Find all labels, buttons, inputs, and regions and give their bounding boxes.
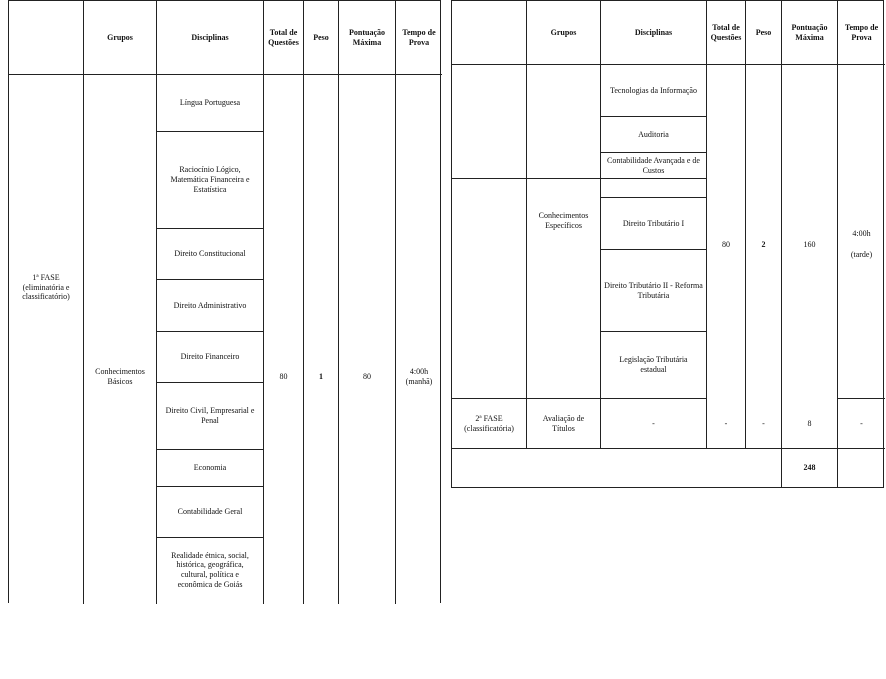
especificos-pontuacao: 160 <box>803 239 816 249</box>
disciplina-direito-civil: Direito Civil, Empresarial e Penal <box>165 406 255 425</box>
grupo-conhecimentos-basicos: Conhecimentos Básicos <box>95 367 145 386</box>
header-disciplinas: Disciplinas <box>191 32 229 42</box>
disciplina-legislacao-tributaria: Legislação Tributária estadual <box>619 355 688 374</box>
header-peso-right: Peso <box>755 27 772 37</box>
disciplina-direito-tributario-1: Direito Tributário I <box>622 218 685 228</box>
fase1-peso: 1 <box>319 372 323 382</box>
especificos-peso: 2 <box>761 239 766 249</box>
fase1-pontuacao: 80 <box>363 372 371 382</box>
disciplina-contabilidade-avancada: Contabilidade Avançada e de Custos <box>607 155 700 175</box>
header-pontuacao-maxima-right: Pontuação Máxima <box>791 23 828 42</box>
header-grupos: Grupos <box>107 32 133 42</box>
fase1-tempo: 4:00h (manhã) <box>405 367 433 386</box>
disciplina-realidade-goias: Realidade étnica, social, histórica, geográfica, cultural, política e econômica de Goiás <box>171 550 249 589</box>
header-grupos-right: Grupos <box>550 27 577 37</box>
total-geral: 248 <box>803 463 816 473</box>
disciplina-direito-financeiro: Direito Financeiro <box>180 352 240 362</box>
header-total-questoes: Total de Questões <box>268 28 299 47</box>
fase2-pontuacao: 8 <box>807 418 812 428</box>
disciplina-raciocinio-logico: Raciocínio Lógico, Matemática Financeira e Estatística <box>170 165 250 194</box>
disciplina-lingua-portuguesa: Língua Portuguesa <box>179 98 241 108</box>
disciplina-contabilidade-geral: Contabilidade Geral <box>177 507 243 517</box>
header-disciplinas-right: Disciplinas <box>634 27 673 37</box>
disciplina-economia: Economia <box>193 463 227 473</box>
right-table <box>451 0 884 488</box>
header-peso: Peso <box>313 32 329 42</box>
header-tempo-prova: Tempo de Prova <box>402 28 436 47</box>
grupo-conhecimentos-especificos: Conhecimentos Específicos <box>538 211 589 230</box>
fase2-total-questoes: - <box>724 418 728 428</box>
header-total-questoes-right: Total de Questões <box>710 23 742 42</box>
disciplina-tecnologias-informacao: Tecnologias da Informação <box>610 85 697 95</box>
disciplina-direito-tributario-2: Direito Tributário II - Reforma Tributária <box>604 280 703 300</box>
especificos-tempo-hora: 4:00h <box>852 229 871 239</box>
disciplina-direito-administrativo: Direito Administrativo <box>173 300 247 310</box>
especificos-tempo-turno: (tarde) <box>850 250 873 260</box>
fase2-tempo: - <box>860 418 863 428</box>
fase2-peso: - <box>762 418 765 428</box>
disciplina-direito-constitucional: Direito Constitucional <box>174 249 246 259</box>
left-table <box>8 0 441 603</box>
fase2-label: 2ª FASE (classificatória) <box>464 413 514 433</box>
header-tempo-prova-right: Tempo de Prova <box>844 23 879 42</box>
fase2-disciplina: - <box>652 418 655 428</box>
disciplina-auditoria: Auditoria <box>638 129 669 139</box>
fase2-grupo: Avaliação de Títulos <box>542 413 585 433</box>
fase1-total-questoes: 80 <box>279 372 288 382</box>
especificos-total-questoes: 80 <box>722 239 730 249</box>
fase1-label: 1ª FASE (eliminatória e classificatório) <box>22 272 70 302</box>
header-pontuacao-maxima: Pontuação Máxima <box>349 28 385 47</box>
